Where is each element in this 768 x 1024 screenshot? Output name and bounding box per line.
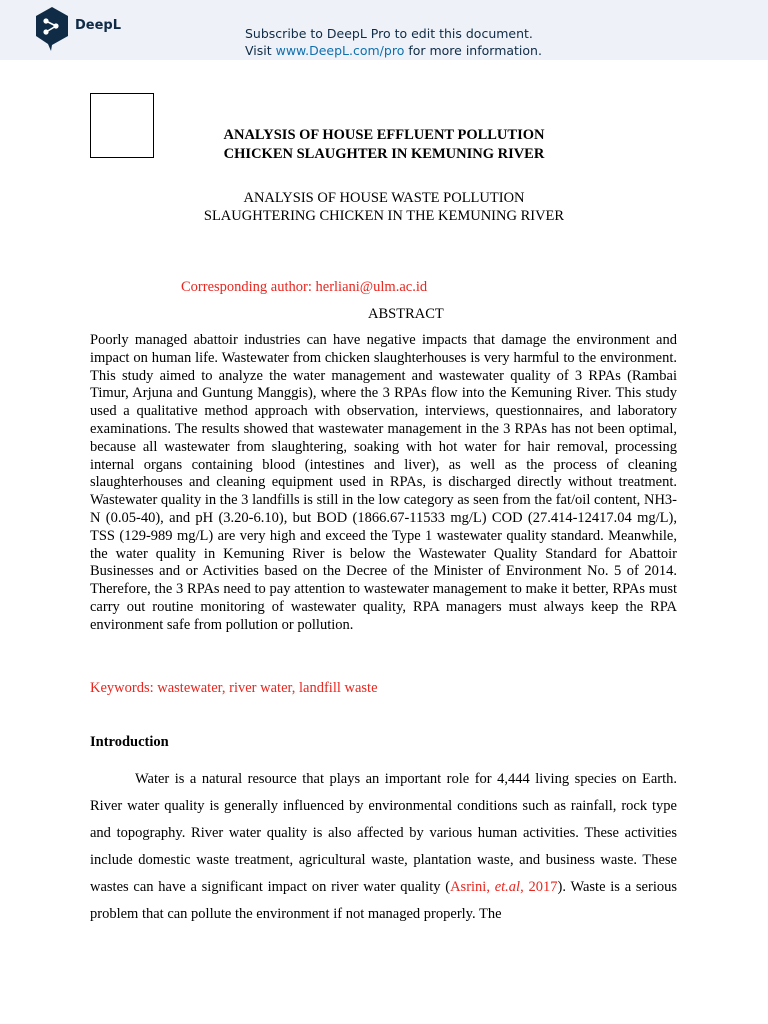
subscribe-message: [245, 25, 542, 59]
abstract-text: Poorly managed abattoir industries can have negative impacts that damage the environment and impact on human life. Wastewater from chicken slaughterhouses is very harmful to the environment. This study aimed to analyze the water management and wastewater quality of 3 RPAs (Rambai Timur, Arjuna and Guntung Manggis), where the 3 RPAs flow into the Kemuning River. This study used a qualitative method approach with observation, interviews, questionnaires, and laboratory examinations. The results showed that wastewater management in the 3 RPAs has not been optimal, because all wastewater from slaughtering, soaking with hot water for hair removal, processing internal organs containing blood (intestines and liver), as well as the process of cleaning slaughterhouses and cleaning equipment used in RPAs, is discharged directly without treatment. Wastewater quality in the 3 landfills is still in the low category as seen from the fat/oil content, NH3-N (0.05-40), and pH (3.20-6.10), but BOD (1866.67-11533 mg/L) COD (27.414-12417.04 mg/L), TSS (129-989 mg/L) are very high and exceed the Type 1 wastewater quality standard. Meanwhile, the water quality in Kemuning River is below the Wastewater Quality Standard for Abattoir Businesses and or Activities based on the Decree of the Minister of Environment No. 5 of 2014. Therefore, the 3 RPAs need to pay attention to wastewater management to make it better, RPAs must carry out routine monitoring of wastewater quality, RPA managers must always keep the RPA environment safe from pollution or pollution.: [90, 332, 677, 633]
intro-text-part: Water is a natural resource that plays an important role for 4,444 living species on Earth. River water quality is generally influenced by environmental conditions such as rainfall, rock type and topography. River water quality is also affected by various human activities. These activities include domestic waste treatment, agricultural waste, plantation waste, and business waste. These wastes can have a significant impact on river water quality (: [90, 771, 677, 895]
introduction-heading: Introduction: [90, 734, 169, 750]
intro-text-part: ). Waste is a serious problem that can pollute the environment if not managed properly. The: [90, 879, 677, 922]
deepl-logo-text: DeepL: [75, 18, 122, 33]
introduction-text: [90, 766, 677, 928]
document-title-translated: [0, 189, 768, 225]
corresponding-author: Corresponding author: herliani@ulm.ac.id: [181, 279, 428, 295]
document-title-original: [0, 126, 768, 164]
title-line: CHICKEN SLAUGHTER IN KEMUNING RIVER: [223, 146, 545, 162]
visit-line: [245, 42, 542, 59]
citation-author: Asrini,: [450, 879, 495, 895]
visit-prefix: Visit: [245, 43, 276, 58]
deepl-logo-icon[interactable]: [34, 6, 70, 52]
citation-etal: et.al: [494, 879, 521, 895]
title-line: ANALYSIS OF HOUSE EFFLUENT POLLUTION: [223, 127, 545, 143]
subscribe-line: Subscribe to DeepL Pro to edit this document.: [245, 26, 533, 41]
visit-suffix: for more information.: [404, 43, 542, 58]
title-line: SLAUGHTERING CHICKEN IN THE KEMUNING RIVER: [203, 208, 565, 224]
citation-year: , 2017: [520, 879, 558, 895]
title-line: ANALYSIS OF HOUSE WASTE POLLUTION: [243, 190, 525, 206]
keywords: Keywords: wastewater, river water, landfill waste: [90, 680, 378, 696]
abstract-heading: ABSTRACT: [368, 306, 444, 322]
deepl-banner: [0, 0, 768, 60]
deepl-pro-link[interactable]: www.DeepL.com/pro: [275, 43, 405, 58]
